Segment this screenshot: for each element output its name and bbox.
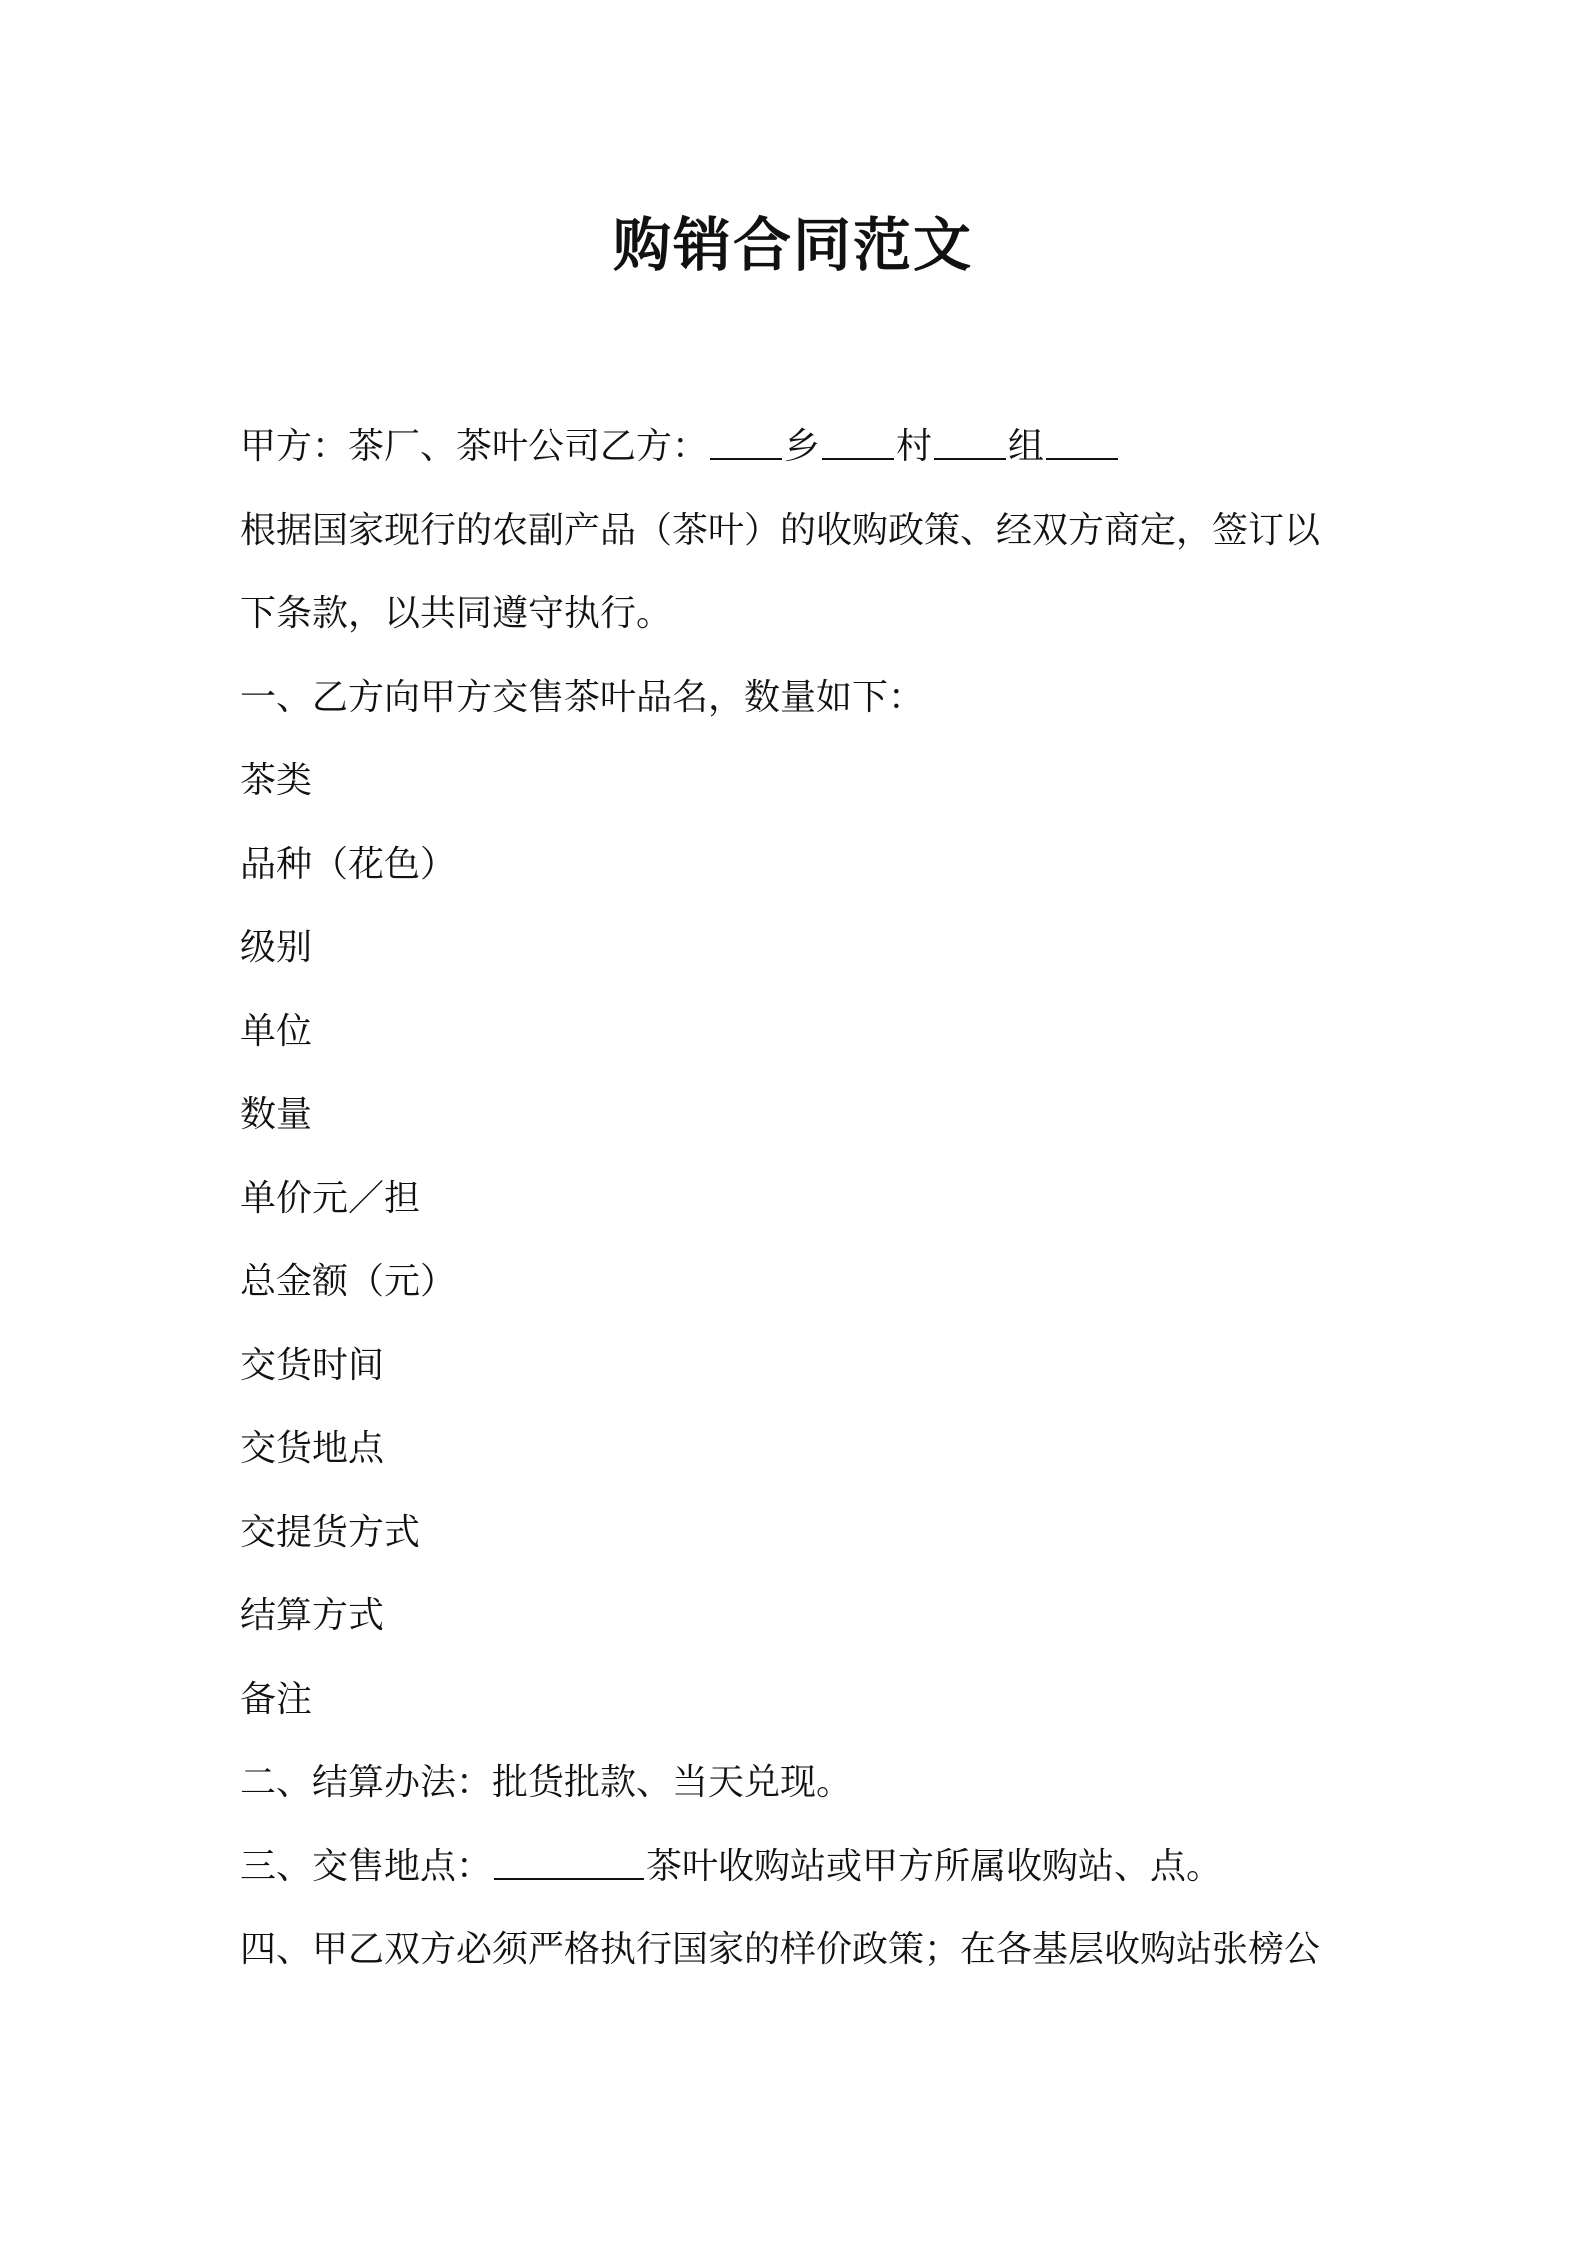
item-settlement-method: 结算方式 (240, 1595, 385, 1636)
item-grade: 级别 (240, 927, 313, 968)
item-delivery-method: 交提货方式 (240, 1511, 421, 1553)
clause-2: 二、结算办法：批货批款、当天兑现。 (240, 1762, 853, 1803)
clause-3-suffix: 茶叶收购站或甲方所属收购站、点。 (646, 1845, 1223, 1887)
clause-4: 四、甲乙双方必须严格执行国家的样价政策；在各基层收购站张榜公 (240, 1929, 1321, 1970)
item-unit-price: 单价元／担 (240, 1177, 421, 1219)
intro-line-2: 下条款，以共同遵守执行。 (240, 593, 673, 634)
party-a-text: 甲方：茶厂、茶叶公司乙方： (240, 426, 709, 467)
item-total-amount: 总金额（元） (240, 1261, 457, 1302)
item-quantity: 数量 (240, 1094, 313, 1135)
blank-before-xiang (710, 420, 782, 460)
clause-3-prefix: 三、交售地点： (240, 1845, 493, 1887)
intro-line-1: 根据国家现行的农副产品（茶叶）的收购政策、经双方商定，签订以 (240, 509, 1321, 551)
blank-delivery-site (494, 1840, 644, 1880)
item-tea-type: 茶类 (240, 760, 313, 801)
cun-label: 村 (896, 426, 933, 467)
blank-after-zu (1046, 420, 1118, 460)
item-unit: 单位 (240, 1010, 313, 1052)
item-delivery-time: 交货时间 (240, 1344, 385, 1386)
document-title: 购销合同范文 (612, 211, 973, 279)
clause-3 (240, 1825, 1360, 1909)
blank-before-zu (934, 420, 1006, 460)
zu-label: 组 (1008, 426, 1045, 467)
clause-1: 一、乙方向甲方交售茶叶品名，数量如下： (240, 676, 925, 718)
item-variety: 品种（花色） (240, 843, 457, 885)
parties-line (240, 405, 1360, 489)
item-delivery-place: 交货地点 (240, 1428, 385, 1469)
xiang-label: 乡 (784, 426, 821, 467)
item-remarks: 备注 (240, 1678, 313, 1720)
contract-body (240, 405, 1360, 1992)
blank-before-cun (822, 420, 894, 460)
